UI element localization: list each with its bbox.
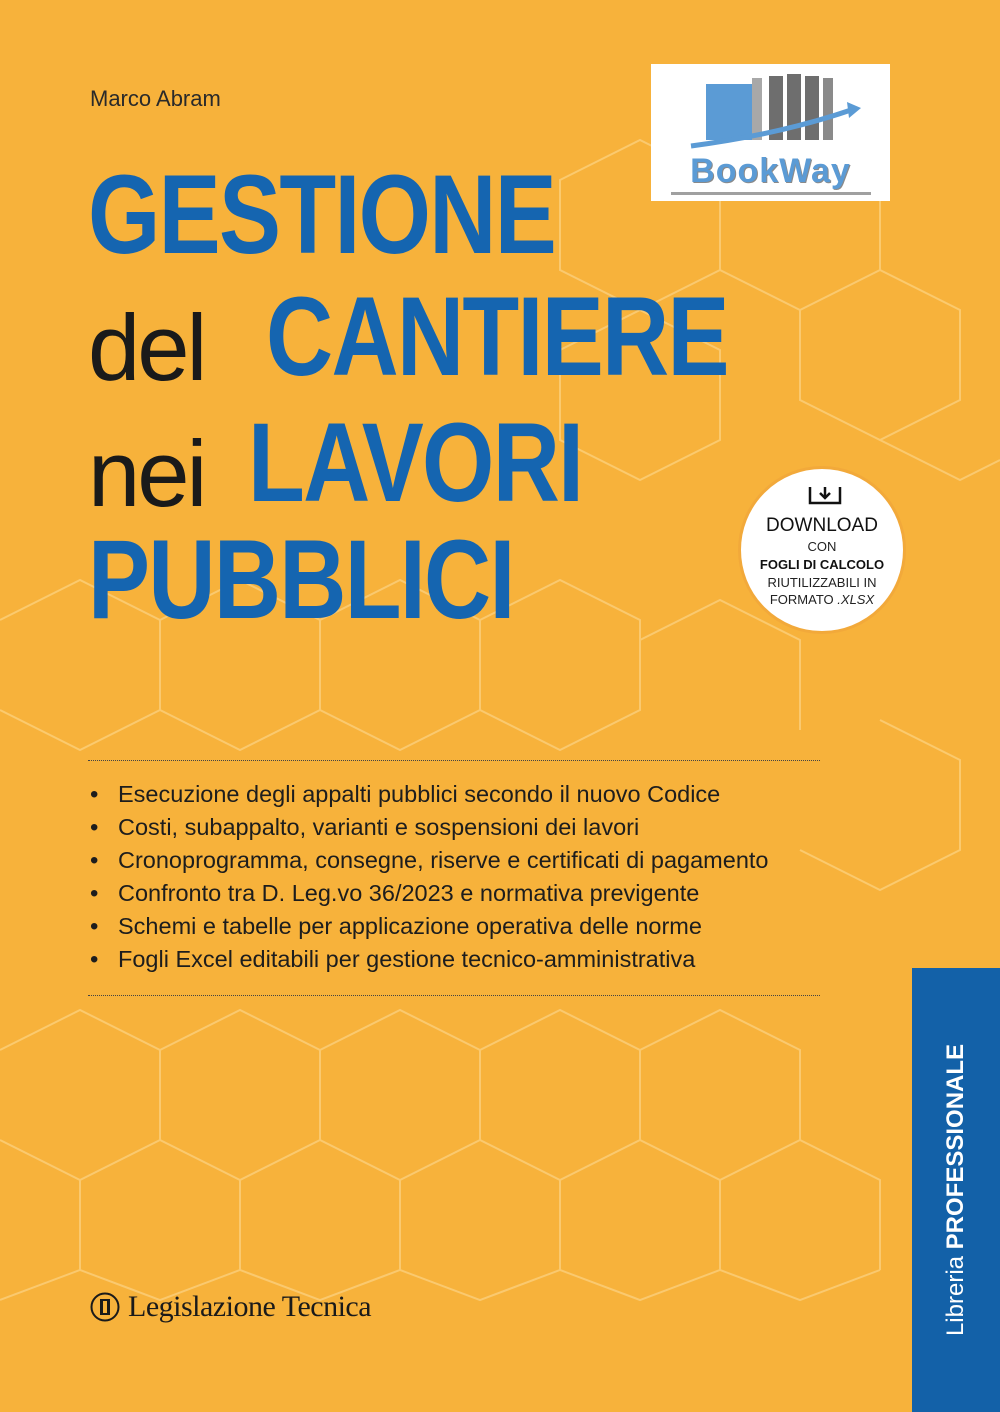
title-lavori: LAVORI [248, 400, 583, 525]
title-pubblici: PUBBLICI [88, 517, 514, 642]
badge-download: DOWNLOAD [766, 515, 878, 536]
series-professionale: PROFESSIONALE [942, 1043, 969, 1250]
list-item: • Costi, subappalto, varianti e sospensioni dei lavori [88, 811, 768, 844]
publisher-name: Legislazione Tecnica [128, 1290, 372, 1323]
badge-formato-label: FORMATO [769, 592, 834, 607]
list-item: • Schemi e tabelle per applicazione operativa delle norme [88, 910, 768, 943]
logo-tagline-line [671, 192, 871, 195]
badge-formato [741, 592, 903, 607]
list-item: • Esecuzione degli appalti pubblici secondo il nuovo Codice [88, 778, 768, 811]
title-del: del [88, 295, 205, 400]
title-nei: nei [88, 421, 205, 526]
series-libreria: Libreria [942, 1255, 969, 1337]
download-badge [738, 466, 906, 634]
title-gestione: GESTIONE [88, 152, 556, 277]
feature-list [88, 778, 768, 976]
author-name: Marco Abram [90, 86, 221, 111]
list-item: • Confronto tra D. Leg.vo 36/2023 e normativa previgente [88, 877, 768, 910]
badge-fogli: FOGLI DI CALCOLO [759, 557, 885, 572]
badge-formato-ext: .XLSX [837, 592, 875, 607]
series-label [942, 1044, 970, 1336]
badge-con: CON [807, 539, 837, 554]
divider-top [88, 760, 820, 761]
badge-riutilizzabili: RIUTILIZZABILI IN [767, 575, 877, 590]
list-item: • Cronoprogramma, consegne, riserve e certificati di pagamento [88, 844, 768, 877]
title-line-4 [88, 515, 601, 644]
bookway-logo-text: BookWay [690, 152, 851, 190]
download-icon [808, 485, 842, 505]
list-item: • Fogli Excel editabili per gestione tecnico-amministrativa [88, 943, 768, 976]
title-cantiere: CANTIERE [266, 274, 728, 399]
divider-bottom [88, 995, 820, 996]
series-band [912, 968, 1000, 1412]
books-logo-icon [651, 64, 890, 154]
title-line-1 [88, 150, 651, 279]
publisher-logo-icon [90, 1292, 120, 1322]
bookway-logo [651, 64, 890, 201]
